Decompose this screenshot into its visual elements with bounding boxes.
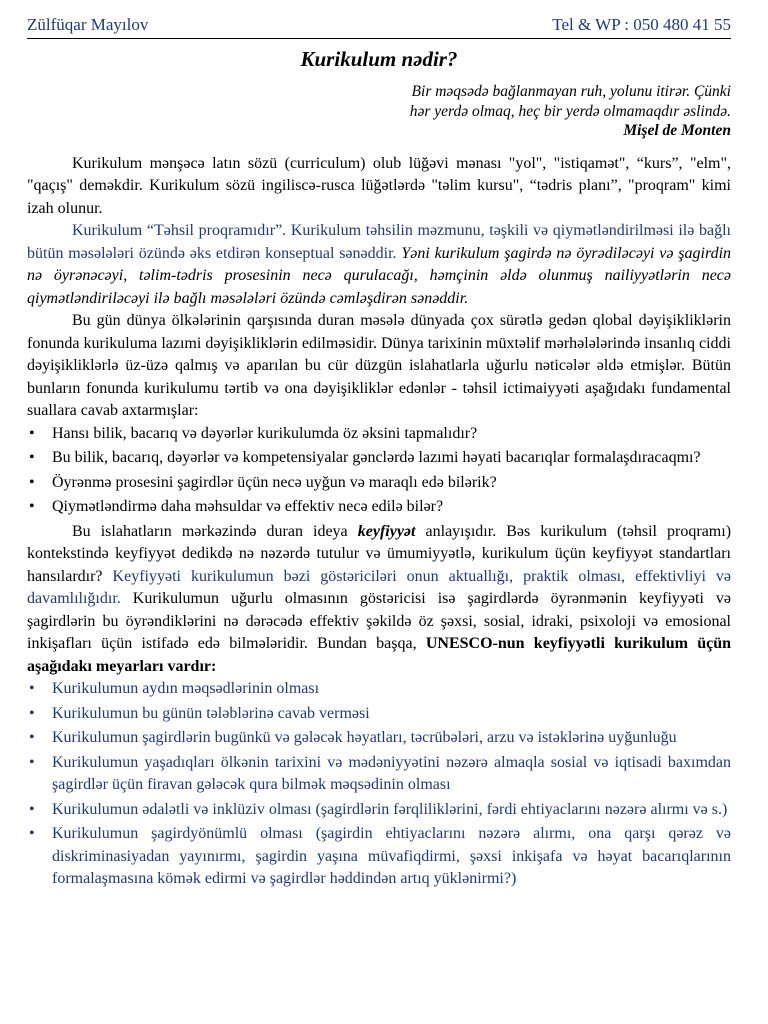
bullet-icon: •	[29, 753, 35, 771]
question-text: Bu bilik, bacarıq, dəyərlər və kompetensiyalar gənclərdə lazımi həyati bacarıqlar formalaşdıracaqmı?	[52, 449, 701, 466]
paragraph-global-changes: Bu gün dünya ölkələrinin qarşısında duran məsələ dünyada çox sürətlə gedən qlobal dəyişikliklərin fonunda kurikuluma lazımi dəyişikliklərin edilməsidir. Dünya tarixinin müxtəlif mərhələlərində insanlıq ciddi dəyişikliklərlə üz-üzə qalmış və aparılan bu cür düzgün islahatlarla uğurlu nəticələr əldə etmişlər. Bütün bunların fonunda kurikulumu tərtib və ona dəyişikliklər edənlər - təhsil ictimaiyyəti aşağıdakı fundamental suallara cavab axtarmışlar:	[27, 312, 731, 419]
list-item	[27, 423, 731, 446]
bullet-icon: •	[29, 424, 35, 442]
list-item	[27, 496, 731, 519]
list-item	[27, 447, 731, 470]
list-item	[27, 472, 731, 495]
question-list	[27, 423, 731, 519]
program-explanation: Yəni kurikulum şagirdə nə öyrədiləcəyi və şagirdin nə öyrənəcəyi, təlim-tədris prosesinin necə qurulacağı, həmçinin əldə olunmuş nailiyyətlərin necə qiymətləndiriləcəyi ilə bağlı məsələləri özündə cəmləşdirən sənəddir.	[27, 244, 732, 307]
page-title: Kurikulum nədir?	[300, 47, 458, 71]
question-text: Öyrənmə prosesini şagirdlər üçün necə uyğun və maraqlı edə bilərik?	[52, 473, 497, 491]
quality-keyword: keyfiyyət	[357, 522, 416, 540]
list-item	[27, 703, 731, 726]
bullet-icon: •	[29, 498, 35, 515]
criterion-text: Kurikulumun ədalətli və inklüziv olması (şagirdlərin fərqliliklərini, fərdi ehtiyaclarını nəzərə alırmı və s.)	[52, 800, 728, 818]
question-text: Hansı bilik, bacarıq və dəyərlər kurikulumda öz əksini tapmalıdır?	[52, 424, 478, 442]
criterion-text: Kurikulumun bu günün tələblərinə cavab verməsi	[52, 704, 370, 722]
criterion-text: Kurikulumun aydın məqsədlərinin olması	[52, 680, 320, 697]
epigraph-line-1: Bir məqsədə bağlanmayan ruh, yolunu itirər. Çünki	[411, 83, 731, 100]
list-item	[27, 678, 731, 701]
quality-question: anlayışıdır. Bəs kurikulum (təhsil proqramı) kontekstində keyfiyyət dedikdə nə nəzərdə tutulur və ümumiyyətlə, kurikulum üçün keyfiyyət standartları hansılardır?	[27, 522, 732, 585]
header-contact: Tel & WP : 050 480 41 55	[552, 15, 731, 34]
quality-success: Kurikulumun uğurlu olmasının göstəricisi isə şagirdlərdə öyrənmənin keyfiyyəti və şagirdlərin bu öyrəndiklərini nə dərəcədə effektiv şəkildə öz şəxsi, sosial, idraki, psixoloji və emosional inkişafları üçün istifadə edə bilmələridir. Bundan başqa,	[27, 590, 732, 652]
list-item	[27, 799, 731, 822]
bullet-icon: •	[29, 449, 35, 466]
page-header	[27, 14, 731, 39]
bullet-icon: •	[29, 800, 35, 818]
epigraph	[27, 82, 731, 141]
bullet-icon: •	[29, 680, 35, 697]
list-item	[27, 823, 731, 891]
document-page	[27, 14, 731, 893]
criterion-text: Kurikulumun şagirdlərin bugünkü və gələcək həyatları, təcrübələri, arzu və istəklərinə uyğunluğu	[52, 729, 677, 746]
program-definition: Kurikulum “Təhsil proqramıdır”. Kurikulum təhsilin məzmunu, təşkili və qiymətləndirilməsi ilə bağlı bütün məsələləri özündə əks etdirən konseptual sənəddir.	[27, 222, 731, 262]
header-author: Zülfüqar Mayılov	[27, 15, 149, 34]
paragraph-quality	[27, 521, 731, 679]
epigraph-line-2: hər yerdə olmaq, heç bir yerdə olmamaqdır əslində.	[409, 102, 731, 120]
criterion-text: Kurikulumun şagirdyönümlü olması (şagirdin ehtiyaclarını nəzərə alırmı, ona qarşı qərəz və diskriminasiyadan yayınırmı, şagirdin yaşına müvafiqdirmi, şəxsi inkişafa və həyat bacarıqlarının formalaşmasına kömək edirmi və şagirdlər həddindən artıq yüklənirmi?)	[52, 825, 731, 887]
unesco-criteria-list	[27, 678, 731, 891]
list-item	[27, 752, 731, 797]
quality-indicators: Keyfiyyəti kurikulumun bəzi göstəriciləri onun aktuallığı, praktik olması, effektivliyi və davamlılığıdır.	[27, 567, 731, 607]
bullet-icon: •	[29, 729, 35, 746]
epigraph-author: Mişel de Monten	[623, 122, 731, 139]
paragraph-definition: Kurikulum mənşəcə latın sözü (curriculum) olub lüğəvi mənası "yol", "istiqamət", “kurs”, "elm", "qaçış" deməkdir. Kurikulum sözü ingiliscə-rusca lüğətlərdə "təlim kursu", “tədris planı”, "proqram" kimi izah olunur.	[27, 154, 731, 217]
paragraph-program	[27, 220, 731, 310]
quality-intro: Bu islahatların mərkəzində duran ideya	[72, 522, 348, 540]
bullet-icon: •	[29, 473, 35, 491]
list-item	[27, 727, 731, 750]
unesco-criteria-intro: UNESCO-nun keyfiyyətli kurikulum üçün aşağıdakı meyarları vardır:	[27, 635, 732, 675]
bullet-icon: •	[29, 825, 35, 842]
question-text: Qiymətləndirmə daha məhsuldar və effektiv necə edilə bilər?	[52, 498, 444, 515]
criterion-text: Kurikulumun yaşadıqları ölkənin tarixini və mədəniyyətini nəzərə almaqla sosial və iqtisadi baxımdan şagirdlər üçün firavan gələcək qura bilmək məqsədinin olması	[52, 753, 731, 793]
bullet-icon: •	[29, 704, 35, 722]
